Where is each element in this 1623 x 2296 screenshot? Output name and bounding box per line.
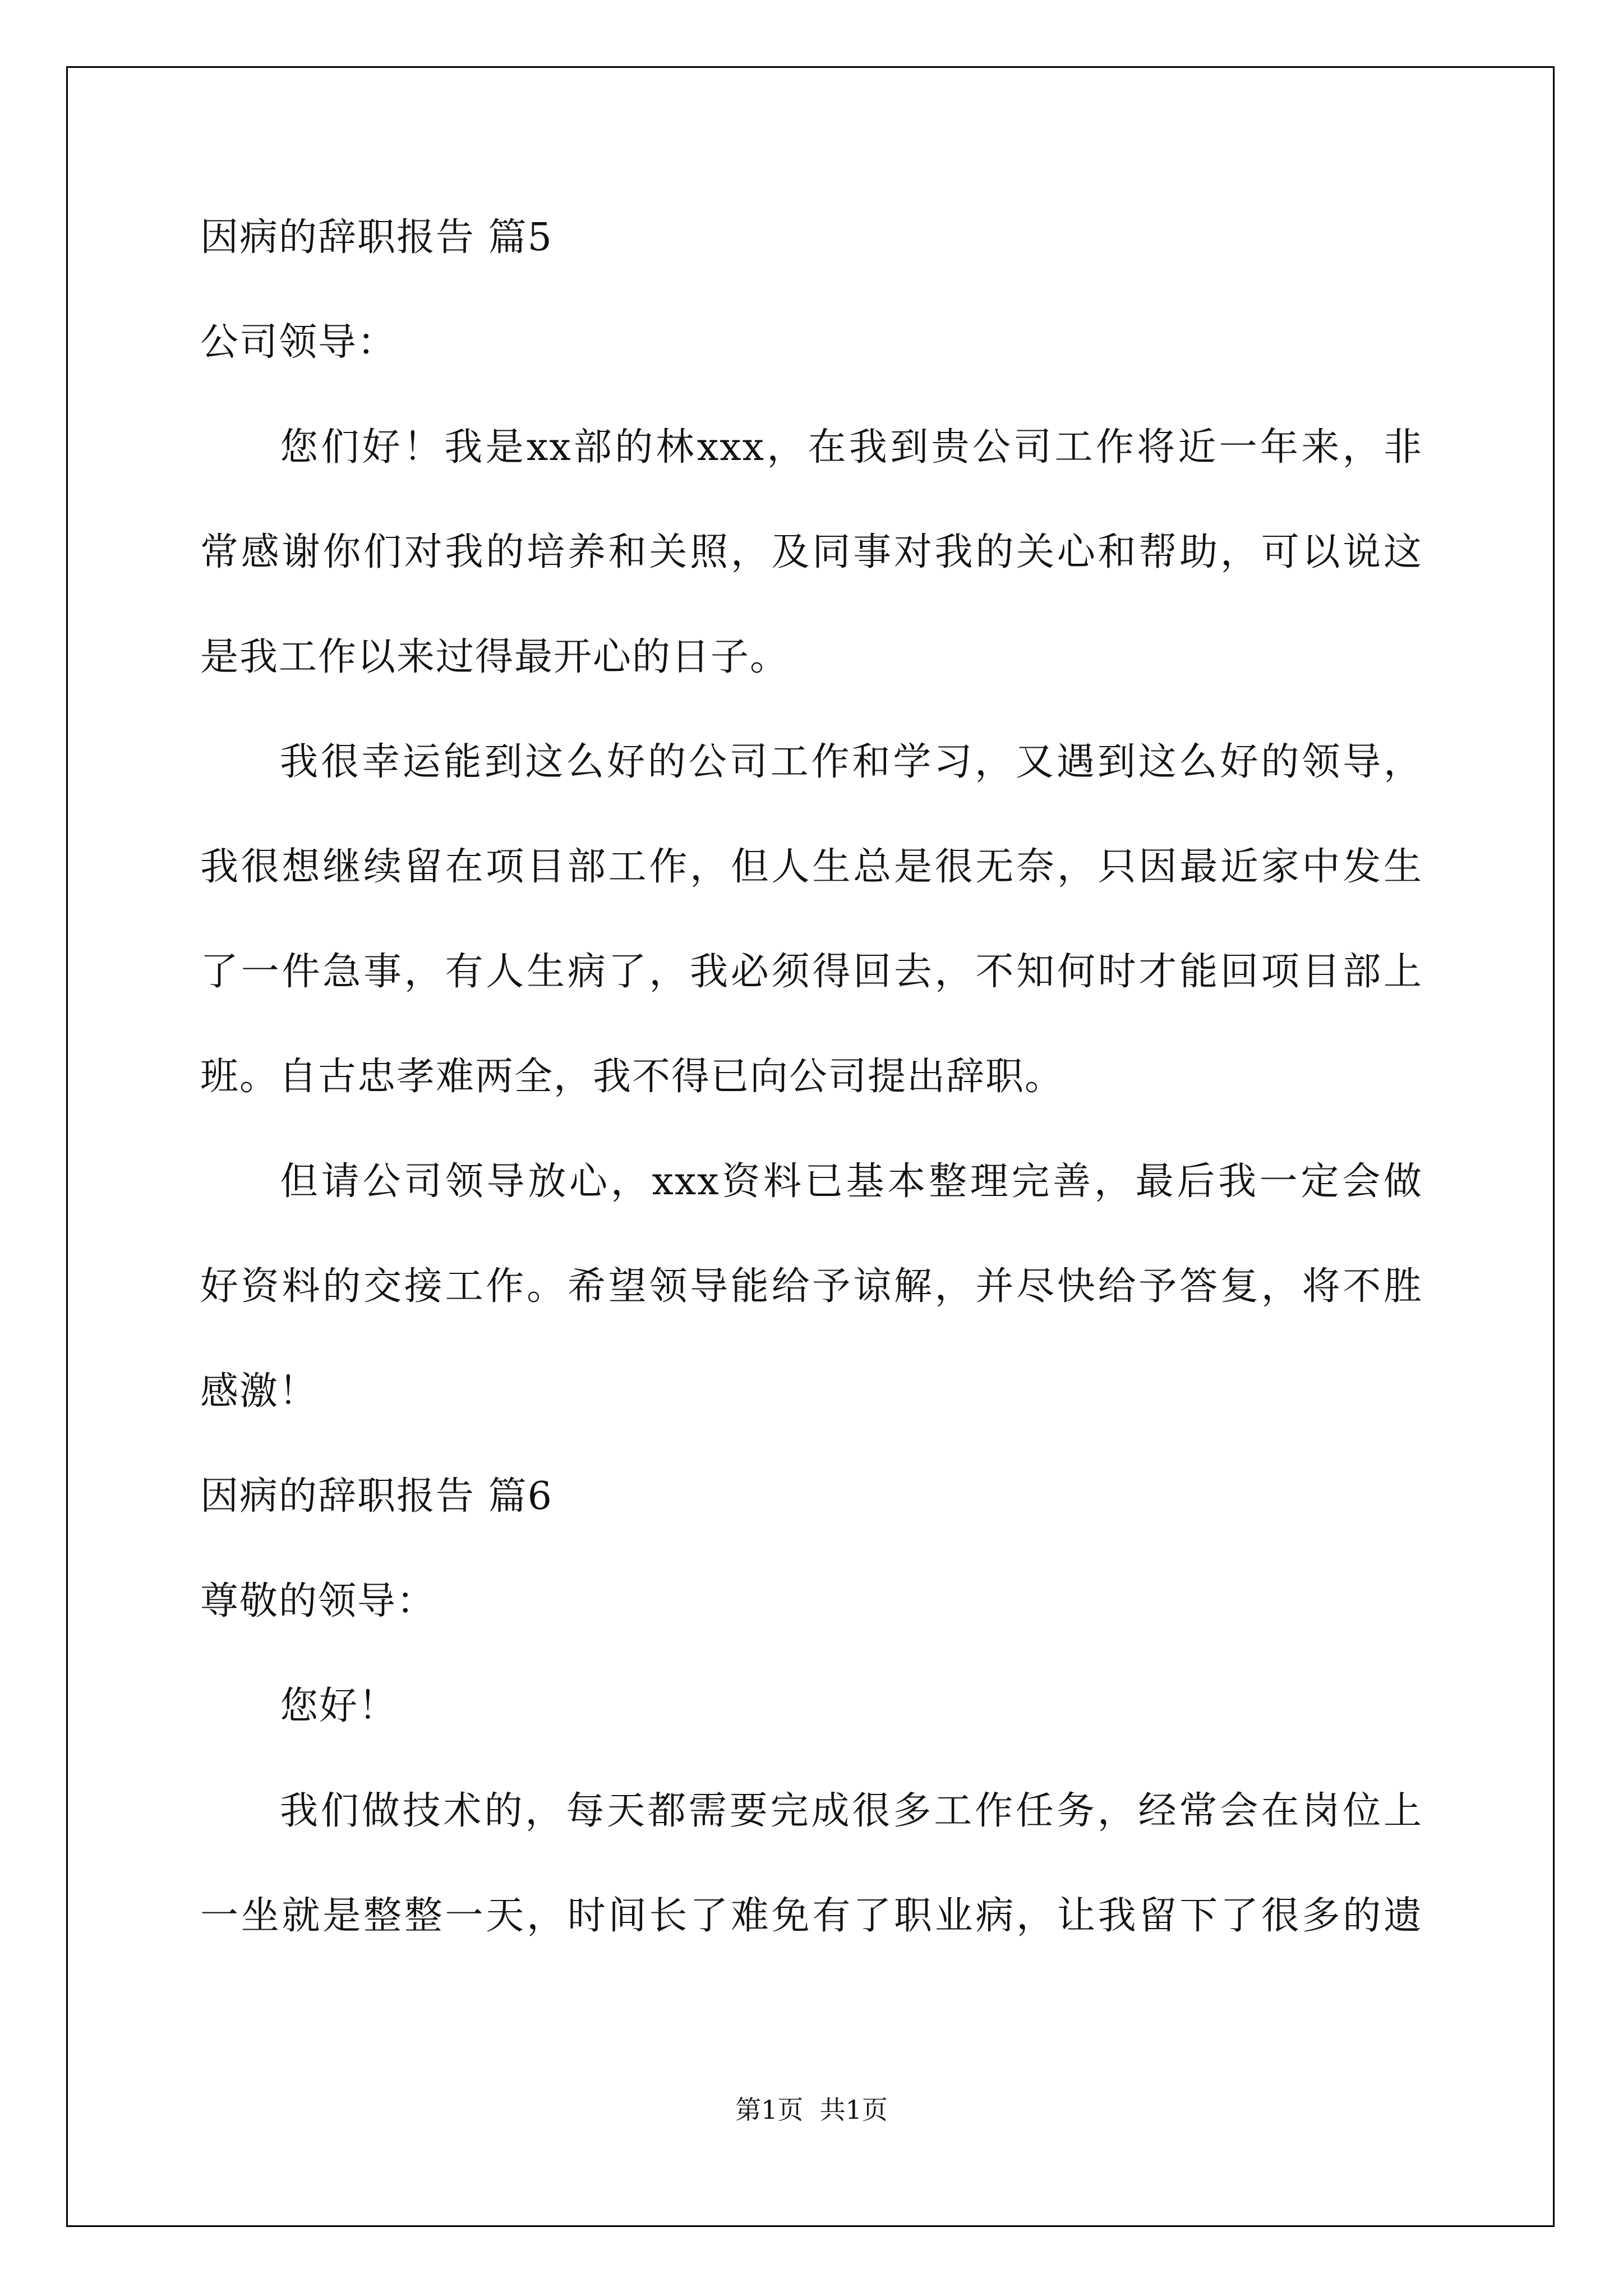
section-heading-6: 因病的辞职报告 篇6 [200,1474,553,1519]
paragraph-line: 我们做技术的，每天都需要完成很多工作任务，经常会在岗位上 [280,1789,1423,1833]
document-body [200,215,1423,2002]
greeting-line: 您好！ [280,1684,398,1728]
paragraph-line: 是我工作以来过得最开心的日子。 [200,635,790,679]
paragraph-line: 我很想继续留在项目部工作，但人生总是很无奈，只因最近家中发生 [200,845,1423,889]
paragraph-line: 好资料的交接工作。希望领导能给予谅解，并尽快给予答复，将不胜 [200,1264,1423,1309]
salutation: 尊敬的领导： [200,1579,436,1623]
paragraph-line: 您们好！我是xx部的林xxx，在我到贵公司工作将近一年来，非 [280,425,1423,470]
paragraph-line: 一坐就是整整一天，时间长了难免有了职业病，让我留下了很多的遗 [200,1894,1423,1938]
section-heading-5: 因病的辞职报告 篇5 [200,215,553,260]
paragraph-line: 班。自古忠孝难两全，我不得已向公司提出辞职。 [200,1055,1064,1099]
paragraph-line: 感激！ [200,1369,319,1414]
page-footer: 第1页 共1页 [735,2095,888,2125]
paragraph-line: 但请公司领导放心，xxx资料已基本整理完善，最后我一定会做 [280,1159,1423,1204]
paragraph-line: 了一件急事，有人生病了，我必须得回去，不知何时才能回项目部上 [200,950,1423,994]
paragraph-line: 常感谢你们对我的培养和关照，及同事对我的关心和帮助，可以说这 [200,530,1423,574]
paragraph-line: 我很幸运能到这么好的公司工作和学习，又遇到这么好的领导， [280,740,1423,784]
salutation: 公司领导： [200,320,397,365]
